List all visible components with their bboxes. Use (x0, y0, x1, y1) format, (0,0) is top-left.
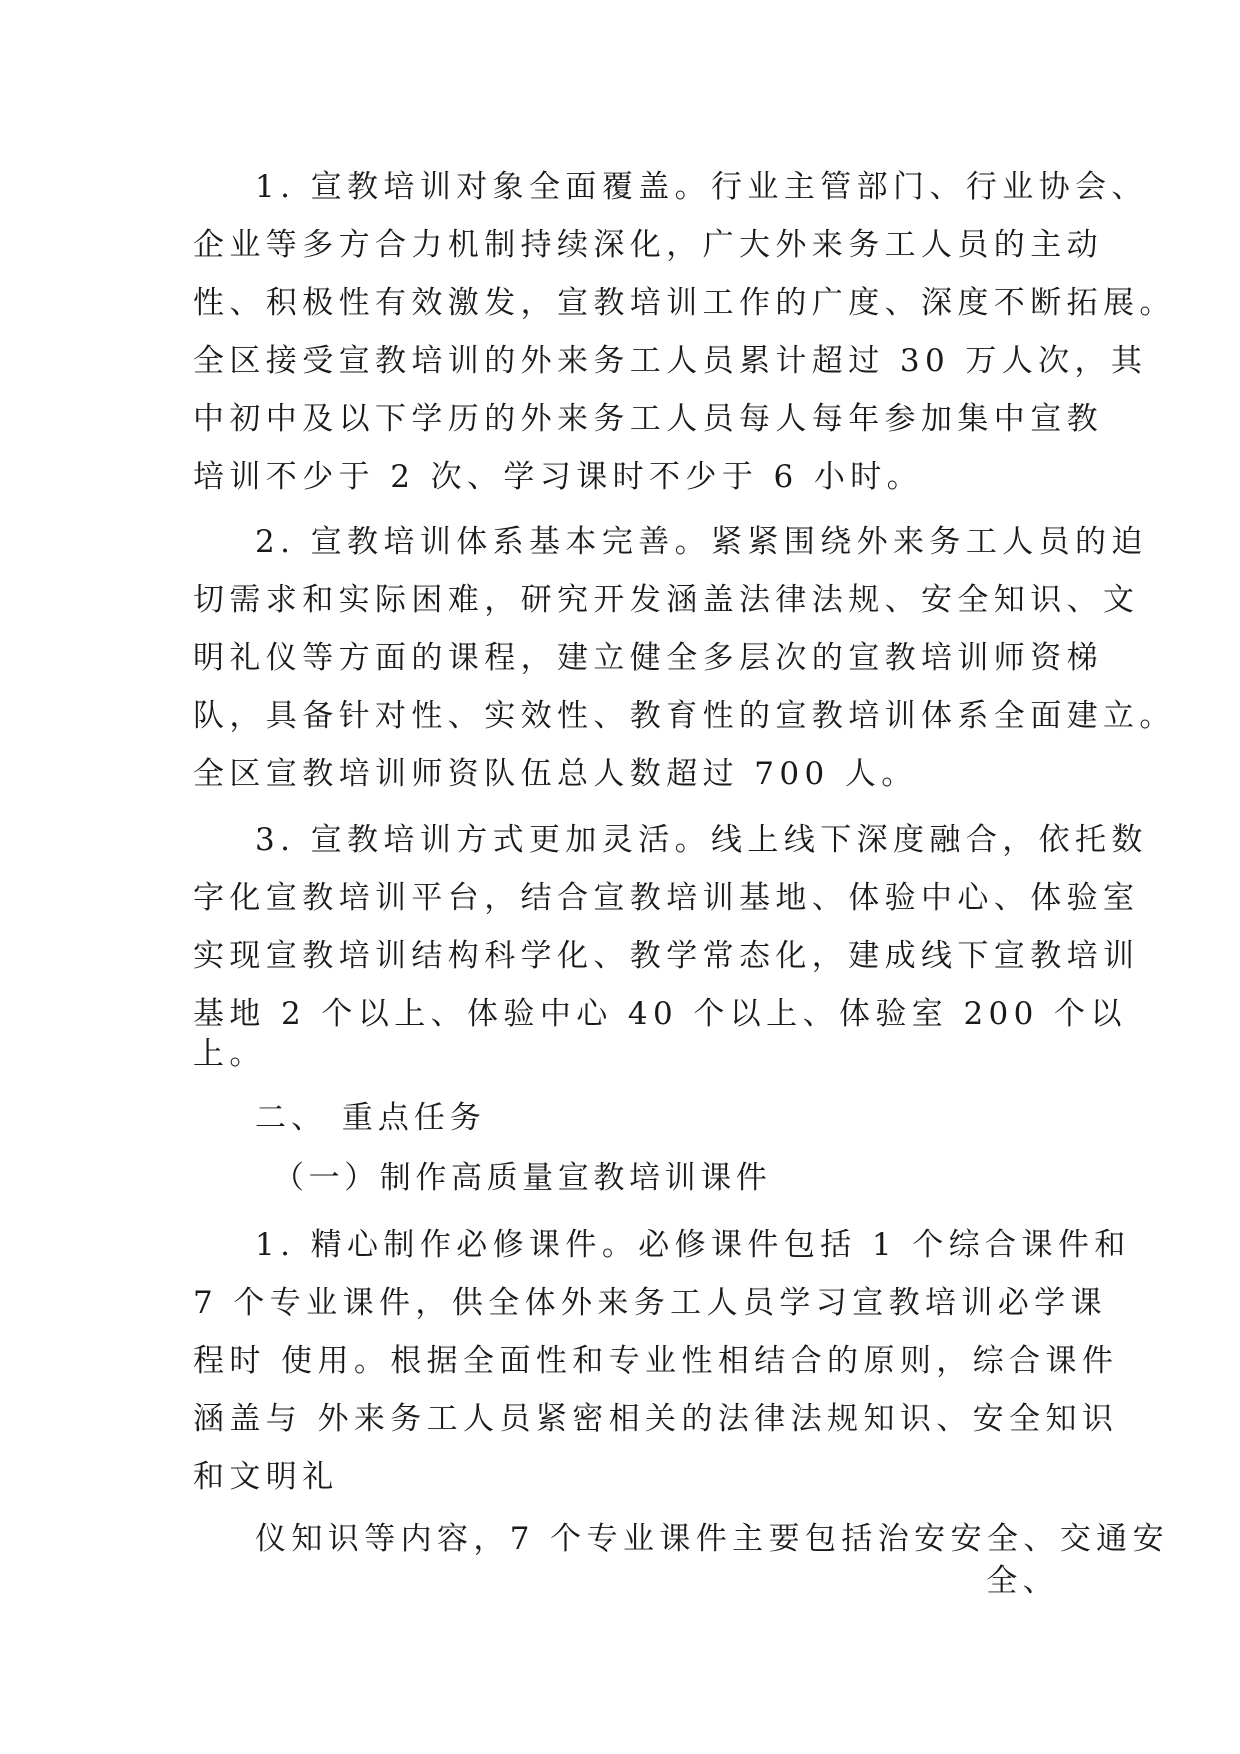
paragraph-1-line-5: 中初中及以下学历的外来务工人员每人每年参加集中宣教 (193, 401, 1103, 437)
subsection-heading: （一）制作高质量宣教培训课件 (273, 1160, 772, 1196)
paragraph-5-line-1: 仪知识等内容，7 个专业课件主要包括治安安全、交通安 (255, 1521, 1169, 1557)
paragraph-4-line-1: 1. 精心制作必修课件。必修课件包括 1 个综合课件和 (255, 1227, 1131, 1263)
paragraph-2-line-2: 切需求和实际困难，研究开发涵盖法律法规、安全知识、文 (193, 582, 1140, 618)
paragraph-2-line-5: 全区宣教培训师资队伍总人数超过 700 人。 (193, 756, 918, 792)
paragraph-4-line-4: 涵盖与 外来务工人员紧密相关的法律法规知识、安全知识 (193, 1401, 1119, 1437)
paragraph-5-line-2: 全、 (986, 1563, 1059, 1599)
paragraph-2-line-4: 队，具备针对性、实效性、教育性的宣教培训体系全面建立。 (193, 698, 1176, 734)
paragraph-3-line-2: 字化宣教培训平台，结合宣教培训基地、体验中心、体验室 (193, 880, 1140, 916)
paragraph-4-line-5: 和文明礼 (193, 1459, 339, 1495)
paragraph-2-line-1: 2. 宣教培训体系基本完善。紧紧围绕外来务工人员的迫 (255, 524, 1148, 560)
paragraph-3-line-5: 上。 (193, 1036, 266, 1072)
paragraph-3-line-4: 基地 2 个以上、体验中心 40 个以上、体验室 200 个以 (193, 996, 1127, 1032)
paragraph-3-line-3: 实现宣教培训结构科学化、教学常态化，建成线下宣教培训 (193, 938, 1140, 974)
paragraph-2-line-3: 明礼仪等方面的课程，建立健全多层次的宣教培训师资梯 (193, 640, 1103, 676)
paragraph-1-line-6: 培训不少于 2 次、学习课时不少于 6 小时。 (193, 459, 924, 495)
section-heading: 二、 重点任务 (255, 1100, 486, 1136)
paragraph-4-line-2: 7 个专业课件，供全体外来务工人员学习宣教培训必学课 (193, 1285, 1107, 1321)
paragraph-1-line-1: 1. 宣教培训对象全面覆盖。行业主管部门、行业协会、 (255, 169, 1148, 205)
paragraph-1-line-4: 全区接受宣教培训的外来务工人员累计超过 30 万人次，其 (193, 343, 1148, 379)
paragraph-4-line-3: 程时 使用。根据全面性和专业性相结合的原则，综合课件 (193, 1343, 1119, 1379)
paragraph-3-line-1: 3. 宣教培训方式更加灵活。线上线下深度融合，依托数 (255, 822, 1148, 858)
paragraph-1-line-3: 性、积极性有效激发，宣教培训工作的广度、深度不断拓展。 (193, 285, 1176, 321)
paragraph-1-line-2: 企业等多方合力机制持续深化，广大外来务工人员的主动 (193, 227, 1103, 263)
